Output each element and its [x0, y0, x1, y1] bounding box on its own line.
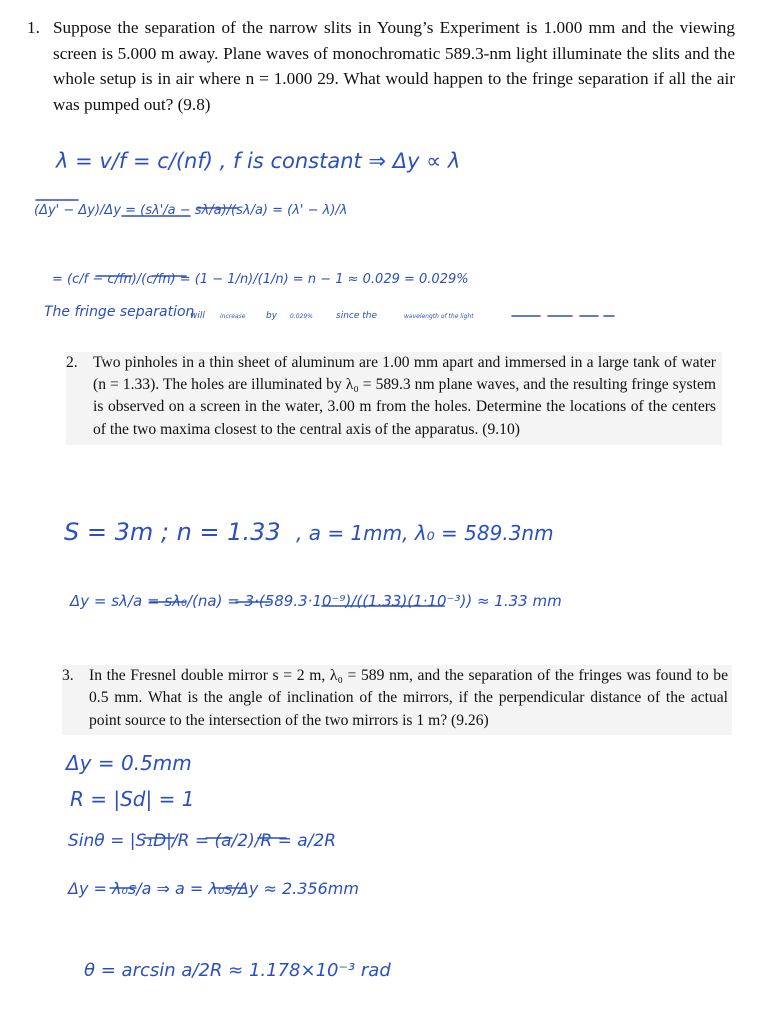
solution-3-line-2: R = |Sd| = 1	[70, 787, 195, 811]
problem-3-text: In the Fresnel double mirror s = 2 m, λ₀ = 589 nm, and the separation of the fringes was found to be 0.5 mm. What is the angle of inclination of the mirrors, if the perpendicular distance of the actual point source to the intersection of the two mirrors is 1 m? (9.26)	[89, 667, 728, 729]
solution-2-line-1b: , a = 1mm, λ₀ = 589.3nm	[296, 521, 554, 545]
problem-1-text: Suppose the separation of the narrow slits in Young’s Experiment is 1.000 mm and the viewing screen is 5.000 m away. Plane waves of monochromatic 589.3-nm light illuminate the slits and the whole setup is in air where n = 1.000 29. What would happen to the fringe separation if all the air was pumped out? (9.8)	[53, 18, 735, 114]
solution-1-conclusion-f: since the	[336, 311, 378, 321]
solution-3	[64, 751, 391, 981]
problem-3-number: 3.	[62, 667, 74, 684]
solution-1-conclusion-e: 0.029%	[290, 313, 313, 320]
solution-1-conclusion-c: increase	[220, 313, 246, 320]
solution-3-line-3: Sinθ = |S₁D|/R = (a/2)/R = a/2R	[68, 831, 337, 851]
problem-1-number: 1.	[27, 18, 40, 37]
solution-3-line-4: Δy = λ₀s/a ⇒ a = λ₀s/Δy ≈ 2.356mm	[68, 879, 359, 898]
solution-2-line-2: Δy = sλ/a = sλ₀/(na) = 3·(589.3·10⁻⁹)/((1.33)(1·10⁻³)) ≈ 1.33 mm	[70, 592, 562, 610]
solution-1-line-1: λ = v/f = c/(nf) , f is constant ⇒ Δy ∝ λ	[56, 149, 461, 173]
solution-3-line-5: θ = arcsin a/2R ≈ 1.178×10⁻³ rad	[84, 960, 391, 981]
solution-1-conclusion-g: wavelength of the light	[404, 313, 474, 320]
solution-1-conclusion-a: The fringe separation	[44, 304, 195, 320]
solution-1-conclusion-d: by	[266, 311, 278, 321]
problem-2-text: Two pinholes in a thin sheet of aluminum are 1.00 mm apart and immersed in a large tank of water (n = 1.33). The holes are illuminated by λ₀ = 589.3 nm plane waves, and the resulting fringe system is observed on a screen in the water, 3.00 m from the holes. Determine the locations of the centers of the two maxima closest to the central axis of the apparatus. (9.10)	[93, 354, 716, 438]
solution-1-line-3: = (c/f − c/fn)/(c/fn) = (1 − 1/n)/(1/n) = n − 1 ≈ 0.029 = 0.029%	[52, 272, 469, 287]
solution-1-conclusion-b: will	[190, 311, 205, 321]
solution-1	[34, 149, 614, 321]
solution-2-line-1a: S = 3m ; n = 1.33	[64, 518, 281, 546]
solution-2	[64, 518, 562, 610]
solution-3-line-1: Δy = 0.5mm	[66, 751, 192, 775]
solution-1-line-2: (Δy' − Δy)/Δy = (sλ'/a − sλ/a)/(sλ/a) = (λ' − λ)/λ	[34, 203, 348, 218]
problem-2-number: 2.	[66, 354, 78, 371]
